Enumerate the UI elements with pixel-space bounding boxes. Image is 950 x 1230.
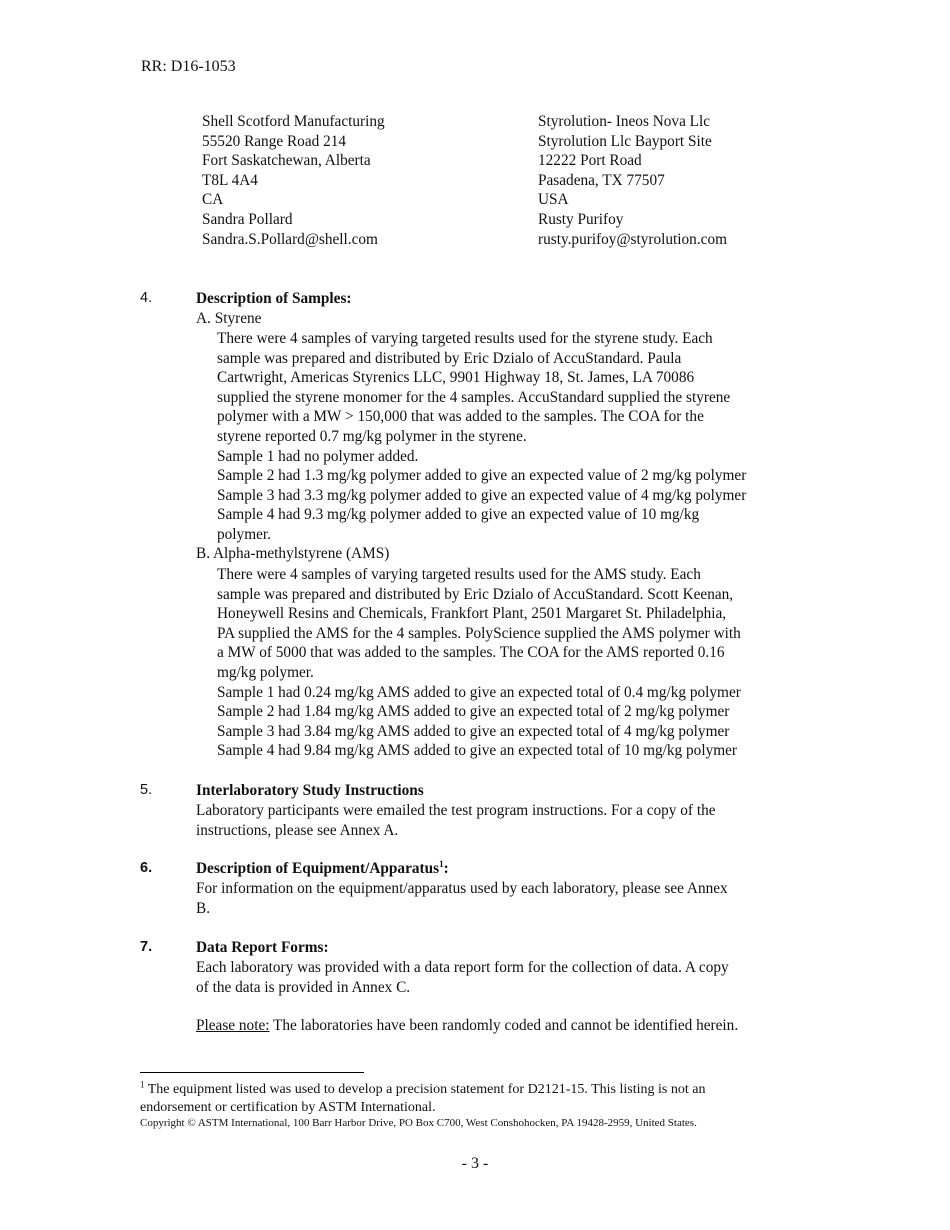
footnote-line-1 [140, 1081, 705, 1099]
subsection-b-body [217, 565, 741, 761]
please-note-label: Please note: [196, 1017, 270, 1034]
contact-name: Sandra Pollard [202, 210, 293, 228]
section-6-title [196, 860, 449, 878]
body-line: of the data is provided in Annex C. [196, 978, 411, 996]
address-line: Styrolution- Ineos Nova Llc [538, 113, 711, 130]
address-line: Pasadena, TX 77507 [538, 171, 665, 189]
body-line: supplied the styrene monomer for the 4 samples. AccuStandard supplied the styrene [217, 388, 731, 406]
section-7-number: 7. [140, 939, 153, 955]
address-line: CA [202, 191, 224, 209]
address-block-left [202, 112, 385, 249]
subsection-a-label: A. Styrene [196, 310, 262, 327]
footnote-line-2: endorsement or certification by ASTM International. [140, 1100, 436, 1115]
page-number: - 3 - [461, 1155, 489, 1172]
address-line: Fort Saskatchewan, Alberta [202, 152, 371, 170]
body-line: Sample 1 had 0.24 mg/kg AMS added to give an expected total of 0.4 mg/kg polymer [217, 683, 741, 701]
body-line: Sample 1 had no polymer added. [217, 447, 419, 465]
body-line: PA supplied the AMS for the 4 samples. PolyScience supplied the AMS polymer with [217, 624, 741, 642]
body-line: There were 4 samples of varying targeted results used for the AMS study. Each [217, 566, 701, 583]
address-line: Shell Scotford Manufacturing [202, 113, 385, 130]
address-line: Styrolution Llc Bayport Site [538, 132, 712, 150]
subsection-b-label: B. Alpha-methylstyrene (AMS) [196, 545, 390, 562]
section-6-title-text: Description of Equipment/Apparatus [196, 860, 440, 877]
body-line: Sample 3 had 3.84 mg/kg AMS added to give an expected total of 4 mg/kg polymer [217, 722, 730, 740]
body-line: styrene reported 0.7 mg/kg polymer in the styrene. [217, 427, 527, 445]
subsection-a-body [217, 329, 746, 545]
address-line: 55520 Range Road 214 [202, 132, 347, 150]
section-6-body [196, 879, 728, 918]
copyright: Copyright © ASTM International, 100 Barr Harbor Drive, PO Box C700, West Conshohocken, PA 19428-2959, United States. [140, 1117, 697, 1129]
body-line: sample was prepared and distributed by Eric Dzialo of AccuStandard. Scott Keenan, [217, 585, 734, 603]
body-line: Sample 4 had 9.84 mg/kg AMS added to give an expected total of 10 mg/kg polymer [217, 742, 738, 760]
please-note-text: The laboratories have been randomly coded and cannot be identified herein. [269, 1017, 739, 1034]
contact-name: Rusty Purifoy [538, 210, 624, 228]
footnote-divider [140, 1072, 364, 1073]
footnote-marker: 1 [140, 1079, 145, 1090]
footnote [140, 1081, 705, 1117]
report-id: RR: D16-1053 [141, 58, 236, 75]
address-line: 12222 Port Road [538, 152, 642, 170]
body-line: Sample 4 had 9.3 mg/kg polymer added to give an expected value of 10 mg/kg [217, 506, 700, 524]
footnote-text: The equipment listed was used to develop a precision statement for D2121-15. This listing is not an [144, 1082, 706, 1097]
body-line: B. [196, 899, 211, 917]
section-7-body [196, 958, 729, 997]
contact-email: Sandra.S.Pollard@shell.com [202, 230, 378, 248]
body-line: a MW of 5000 that was added to the samples. The COA for the AMS reported 0.16 [217, 644, 725, 662]
body-line: Cartwright, Americas Styrenics LLC, 9901 Highway 18, St. James, LA 70086 [217, 369, 695, 387]
body-line: mg/kg polymer. [217, 663, 314, 681]
body-line: Each laboratory was provided with a data report form for the collection of data. A copy [196, 959, 729, 976]
body-line: There were 4 samples of varying targeted results used for the styrene study. Each [217, 330, 713, 347]
please-note [196, 1017, 738, 1035]
section-5-number: 5. [140, 782, 153, 798]
body-line: Sample 2 had 1.3 mg/kg polymer added to give an expected value of 2 mg/kg polymer [217, 467, 747, 485]
contact-email: rusty.purifoy@styrolution.com [538, 230, 727, 248]
body-line: sample was prepared and distributed by Eric Dzialo of AccuStandard. Paula [217, 349, 682, 367]
section-6-number: 6. [140, 860, 153, 876]
body-line: Laboratory participants were emailed the test program instructions. For a copy of the [196, 802, 716, 819]
body-line: polymer with a MW > 150,000 that was added to the samples. The COA for the [217, 408, 704, 426]
section-4-title: Description of Samples: [196, 290, 352, 307]
body-line: polymer. [217, 525, 271, 543]
body-line: For information on the equipment/apparatus used by each laboratory, please see Annex [196, 880, 728, 897]
section-5-title: Interlaboratory Study Instructions [196, 782, 424, 799]
section-5-body [196, 801, 716, 840]
body-line: Sample 3 had 3.3 mg/kg polymer added to give an expected value of 4 mg/kg polymer [217, 486, 747, 504]
address-block-right [538, 112, 727, 249]
section-7-title: Data Report Forms: [196, 939, 329, 956]
address-line: USA [538, 191, 569, 209]
section-4-number: 4. [140, 290, 153, 306]
body-line: Sample 2 had 1.84 mg/kg AMS added to give an expected total of 2 mg/kg polymer [217, 703, 730, 721]
footnote-ref: 1 [439, 858, 444, 869]
body-line: Honeywell Resins and Chemicals, Frankfort Plant, 2501 Margaret St. Philadelphia, [217, 605, 727, 623]
section-6-title-suffix: : [443, 860, 449, 877]
address-line: T8L 4A4 [202, 171, 258, 189]
body-line: instructions, please see Annex A. [196, 821, 399, 839]
